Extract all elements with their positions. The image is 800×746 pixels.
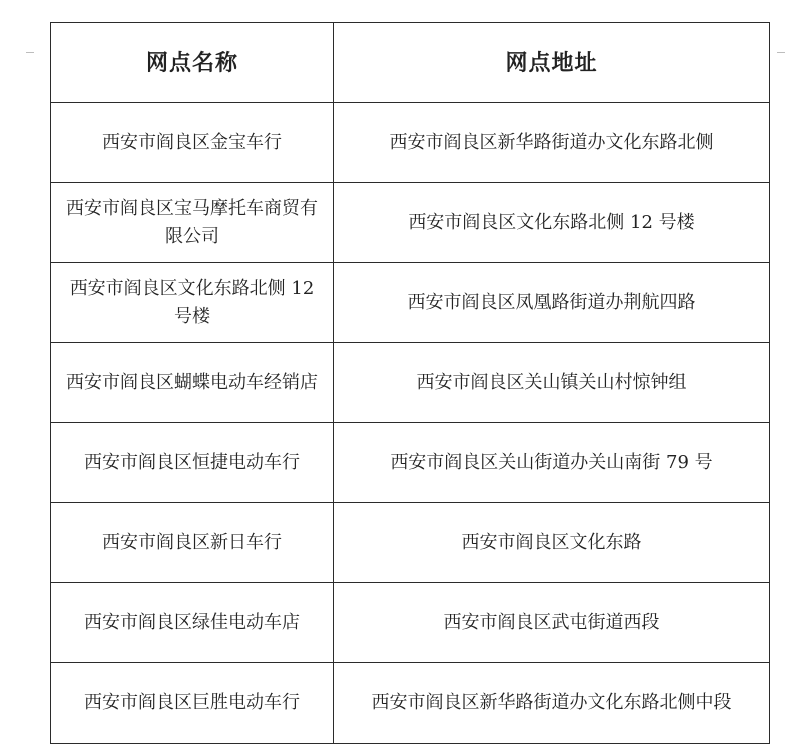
- outlet-address-cell: 西安市阎良区文化东路北侧 12 号楼: [334, 183, 770, 263]
- table-row: [51, 663, 770, 744]
- outlet-address-cell: 西安市阎良区文化东路: [334, 503, 770, 583]
- table-row: [51, 103, 770, 183]
- table-row: [51, 423, 770, 503]
- outlet-table: [50, 22, 770, 744]
- outlet-address-cell: 西安市阎良区武屯街道西段: [334, 583, 770, 663]
- table-header-row: [51, 23, 770, 103]
- outlet-name-cell: 西安市阎良区绿佳电动车店: [51, 583, 334, 663]
- outlet-name-cell: 西安市阎良区恒捷电动车行: [51, 423, 334, 503]
- outlet-address-cell: 西安市阎良区新华路街道办文化东路北侧中段: [334, 663, 770, 744]
- left-margin-mark: [26, 52, 34, 53]
- outlet-name-cell: 西安市阎良区巨胜电动车行: [51, 663, 334, 744]
- right-margin-mark: [777, 52, 785, 53]
- outlet-name-cell: 西安市阎良区蝴蝶电动车经销店: [51, 343, 334, 423]
- outlet-name-cell: 西安市阎良区金宝车行: [51, 103, 334, 183]
- outlet-address-cell: 西安市阎良区关山镇关山村惊钟组: [334, 343, 770, 423]
- table-row: [51, 183, 770, 263]
- outlet-name-cell: 西安市阎良区宝马摩托车商贸有限公司: [51, 183, 334, 263]
- header-outlet-address: 网点地址: [334, 23, 770, 103]
- outlet-address-cell: 西安市阎良区新华路街道办文化东路北侧: [334, 103, 770, 183]
- outlet-name-cell: 西安市阎良区文化东路北侧 12 号楼: [51, 263, 334, 343]
- table-row: [51, 343, 770, 423]
- table-row: [51, 503, 770, 583]
- outlet-name-cell: 西安市阎良区新日车行: [51, 503, 334, 583]
- table-row: [51, 583, 770, 663]
- header-outlet-name: 网点名称: [51, 23, 334, 103]
- table-row: [51, 263, 770, 343]
- outlet-address-cell: 西安市阎良区凤凰路街道办荆航四路: [334, 263, 770, 343]
- outlet-address-cell: 西安市阎良区关山街道办关山南街 79 号: [334, 423, 770, 503]
